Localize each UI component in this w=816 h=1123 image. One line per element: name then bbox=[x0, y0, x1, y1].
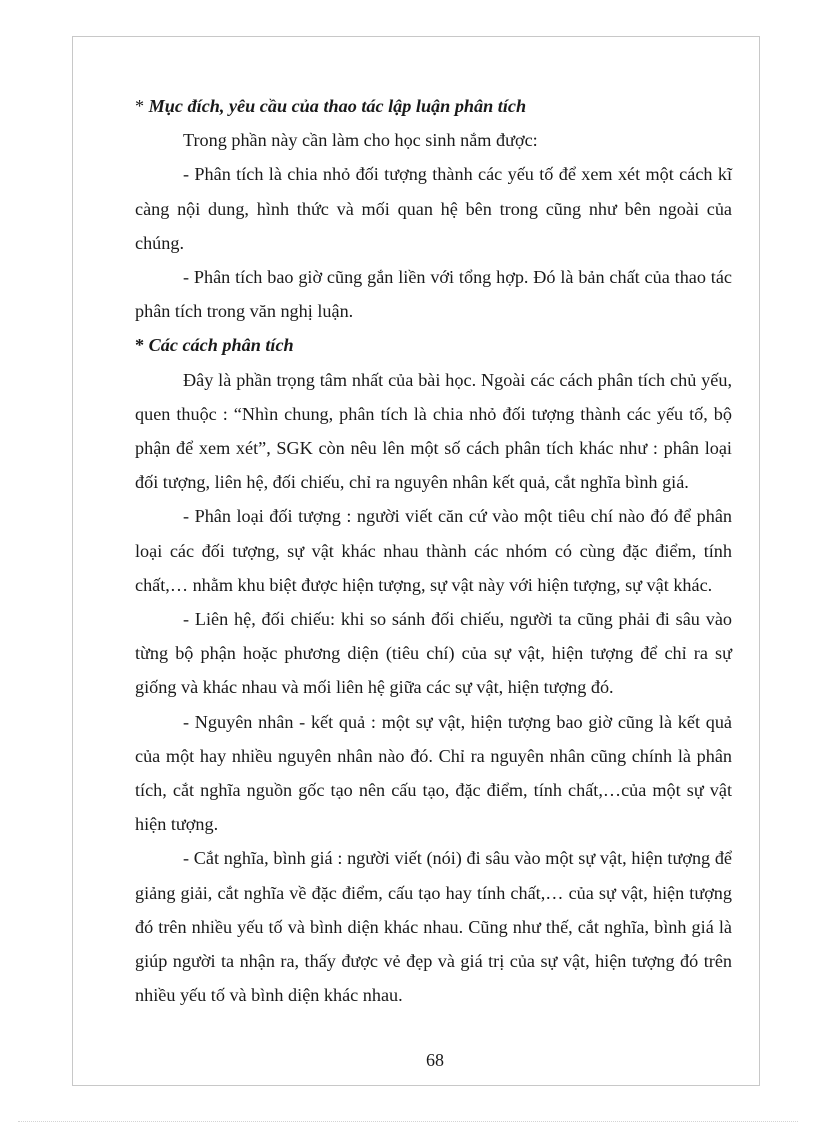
method-classification: - Phân loại đối tượng : người viết căn cứ vào một tiêu chí nào đó để phân loại các đối tượng, sự vật khác nhau thành các nhóm có cùng đặc điểm, tính chất,… nhằm khu biệt được hiện tượng, sự vật này với hiện tượng, sự vật khác. bbox=[135, 506, 732, 595]
heading-bullet: * bbox=[135, 96, 145, 116]
purpose-intro: Trong phần này cần làm cho học sinh nắm được: bbox=[183, 130, 538, 151]
heading-methods-text: Các cách phân tích bbox=[148, 335, 294, 356]
purpose-point-1: - Phân tích là chia nhỏ đối tượng thành các yếu tố để xem xét một cách kĩ càng nội dung, hình thức và mối quan hệ bên trong cũng như bên ngoài của chúng. bbox=[135, 164, 732, 253]
page-number: 68 bbox=[426, 1050, 444, 1070]
method-comparison: - Liên hệ, đối chiếu: khi so sánh đối chiếu, người ta cũng phải đi sâu vào từng bộ phận hoặc phương diện (tiêu chí) của sự vật, hiện tượng để chỉ ra sự giống và khác nhau và mối liên hệ giữa các sự vật, hiện tượng đó. bbox=[135, 609, 732, 698]
heading-purpose bbox=[135, 89, 732, 123]
method-evaluation: - Cắt nghĩa, bình giá : người viết (nói) đi sâu vào một sự vật, hiện tượng để giảng giải, cắt nghĩa về đặc điểm, cấu tạo hay tính chất,… của sự vật, hiện tượng đó trên nhiều yếu tố và bình diện khác nhau. Cũng như thế, cắt nghĩa, bình giá là giúp người ta nhận ra, thấy được vẻ đẹp và giá trị của sự vật, hiện tượng đó trên nhiều yếu tố và bình diện khác nhau. bbox=[135, 848, 732, 1006]
methods-intro: Đây là phần trọng tâm nhất của bài học. Ngoài các cách phân tích chủ yếu, quen thuộc : “Nhìn chung, phân tích là chia nhỏ đối tượng thành các yếu tố, bộ phận để xem xét”, SGK còn nêu lên một số cách phân tích khác như : phân loại đối tượng, liên hệ, đối chiếu, chỉ ra nguyên nhân kết quả, cắt nghĩa bình giá. bbox=[135, 369, 732, 493]
purpose-point-2: - Phân tích bao giờ cũng gắn liền với tổng hợp. Đó là bản chất của thao tác phân tích trong văn nghị luận. bbox=[135, 267, 732, 322]
footer-divider bbox=[18, 1121, 798, 1122]
method-cause-effect: - Nguyên nhân - kết quả : một sự vật, hiện tượng bao giờ cũng là kết quả của một hay nhiều nguyên nhân nào đó. Chỉ ra nguyên nhân cũng chính là phân tích, cắt nghĩa nguồn gốc tạo nên cấu tạo, đặc điểm, tính chất,…của một sự vật hiện tượng. bbox=[135, 711, 732, 835]
heading-bullet: * bbox=[135, 335, 145, 356]
heading-purpose-text: Mục đích, yêu cầu của thao tác lập luận phân tích bbox=[148, 96, 527, 116]
document-body bbox=[135, 89, 732, 1012]
heading-methods bbox=[135, 328, 732, 362]
